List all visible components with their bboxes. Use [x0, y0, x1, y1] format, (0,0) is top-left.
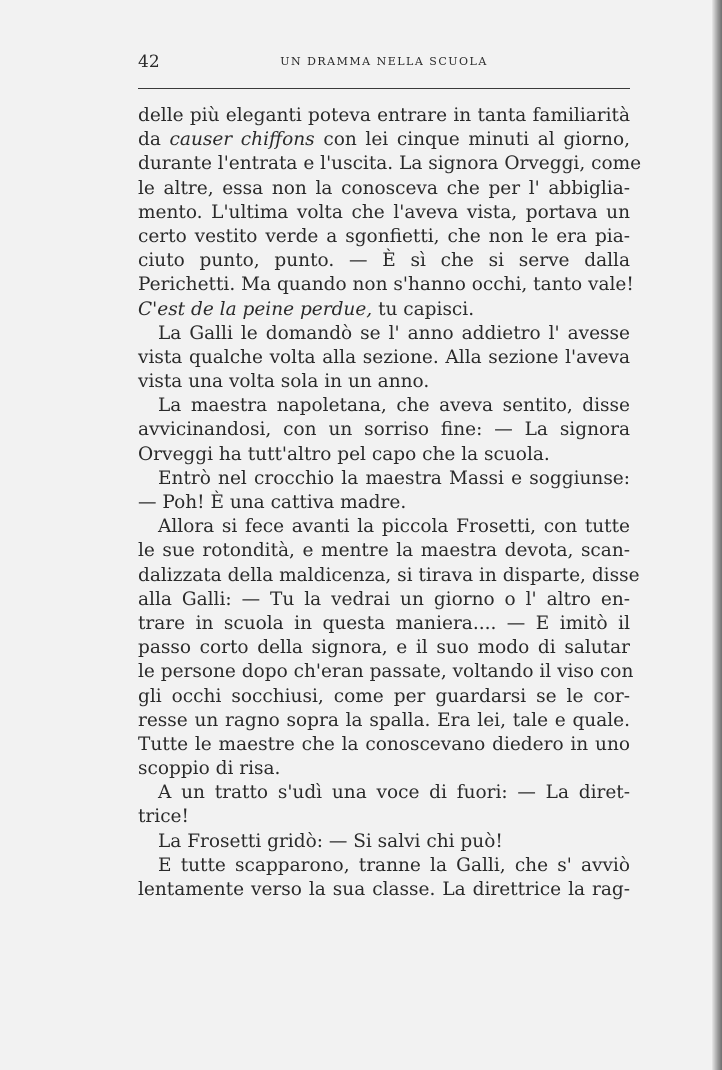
page-edge-shadow: [712, 0, 722, 1070]
body-text: [138, 104, 642, 902]
text-line: A un tratto s'udì una voce di fuori: — La diret-: [158, 782, 630, 804]
text-line: La maestra napoletana, che aveva sentito, disse: [158, 395, 630, 417]
text-line: Tutte le maestre che la conoscevano diedero in uno: [138, 733, 630, 755]
text-line: Entrò nel crocchio la maestra Massi e soggiunse:: [158, 467, 630, 489]
text-line: durante l'entrata e l'uscita. La signora Orveggi, come: [138, 153, 642, 175]
text-line: avvicinandosi, con un sorriso fine: — La signora: [138, 419, 630, 441]
page-number: 42: [138, 52, 160, 72]
text-line: gli occhi socchiusi, come per guardarsi se le cor-: [138, 685, 630, 707]
text-line: da causer chiffons con lei cinque minuti al giorno,: [138, 129, 630, 151]
text-line: La Galli le domandò se l' anno addietro l' avesse: [158, 322, 630, 344]
text-line: ciuto punto, punto. — È sì che si serve dalla: [138, 250, 630, 272]
text-line: passo corto della signora, e il suo modo di salutar: [138, 637, 630, 659]
text-line: E tutte scapparono, tranne la Galli, che s' avviò: [158, 854, 630, 876]
text-line: le altre, essa non la conosceva che per l' abbiglia-: [138, 177, 630, 199]
running-title: UN DRAMMA NELLA SCUOLA: [280, 55, 488, 68]
text-line: Allora si fece avanti la piccola Frosetti, con tutte: [158, 516, 630, 538]
text-line: trare in scuola in questa maniera.... — E imitò il: [138, 612, 630, 634]
text-line: vista una volta sola in un anno.: [138, 371, 430, 393]
text-line: Perichetti. Ma quando non s'hanno occhi, tanto vale!: [138, 274, 634, 296]
text-line: C'est de la peine perdue, tu capisci.: [138, 298, 475, 320]
text-line: Orveggi ha tutt'altro pel capo che la scuola.: [138, 443, 550, 465]
text-line: trice!: [138, 806, 189, 828]
italic-phrase: C'est de la peine perdue,: [138, 298, 373, 320]
header-rule: [138, 88, 630, 89]
text-line: mento. L'ultima volta che l'aveva vista, portava un: [138, 201, 630, 223]
text-line: certo vestito verde a sgonfietti, che non le era pia-: [138, 225, 630, 247]
text-line: La Frosetti gridò: — Si salvi chi può!: [158, 830, 503, 852]
text-line: le persone dopo ch'eran passate, voltando il viso con: [138, 661, 634, 683]
text-line: delle più eleganti poteva entrare in tanta familiarità: [138, 105, 630, 126]
text-line: lentamente verso la sua classe. La direttrice la rag-: [138, 879, 630, 900]
page-header: [138, 52, 630, 74]
text-line: vista qualche volta alla sezione. Alla sezione l'aveva: [138, 346, 630, 368]
text-line: alla Galli: — Tu la vedrai un giorno o l' altro en-: [138, 588, 630, 610]
italic-phrase: causer chiffons: [169, 129, 315, 151]
text-line: dalizzata della maldicenza, si tirava in disparte, disse: [138, 564, 640, 586]
text-line: — Poh! È una cattiva madre.: [138, 492, 407, 513]
text-line: resse un ragno sopra la spalla. Era lei, tale e quale.: [138, 709, 630, 731]
text-line: scoppio di risa.: [138, 758, 281, 780]
text-line: le sue rotondità, e mentre la maestra devota, scan-: [138, 540, 630, 562]
